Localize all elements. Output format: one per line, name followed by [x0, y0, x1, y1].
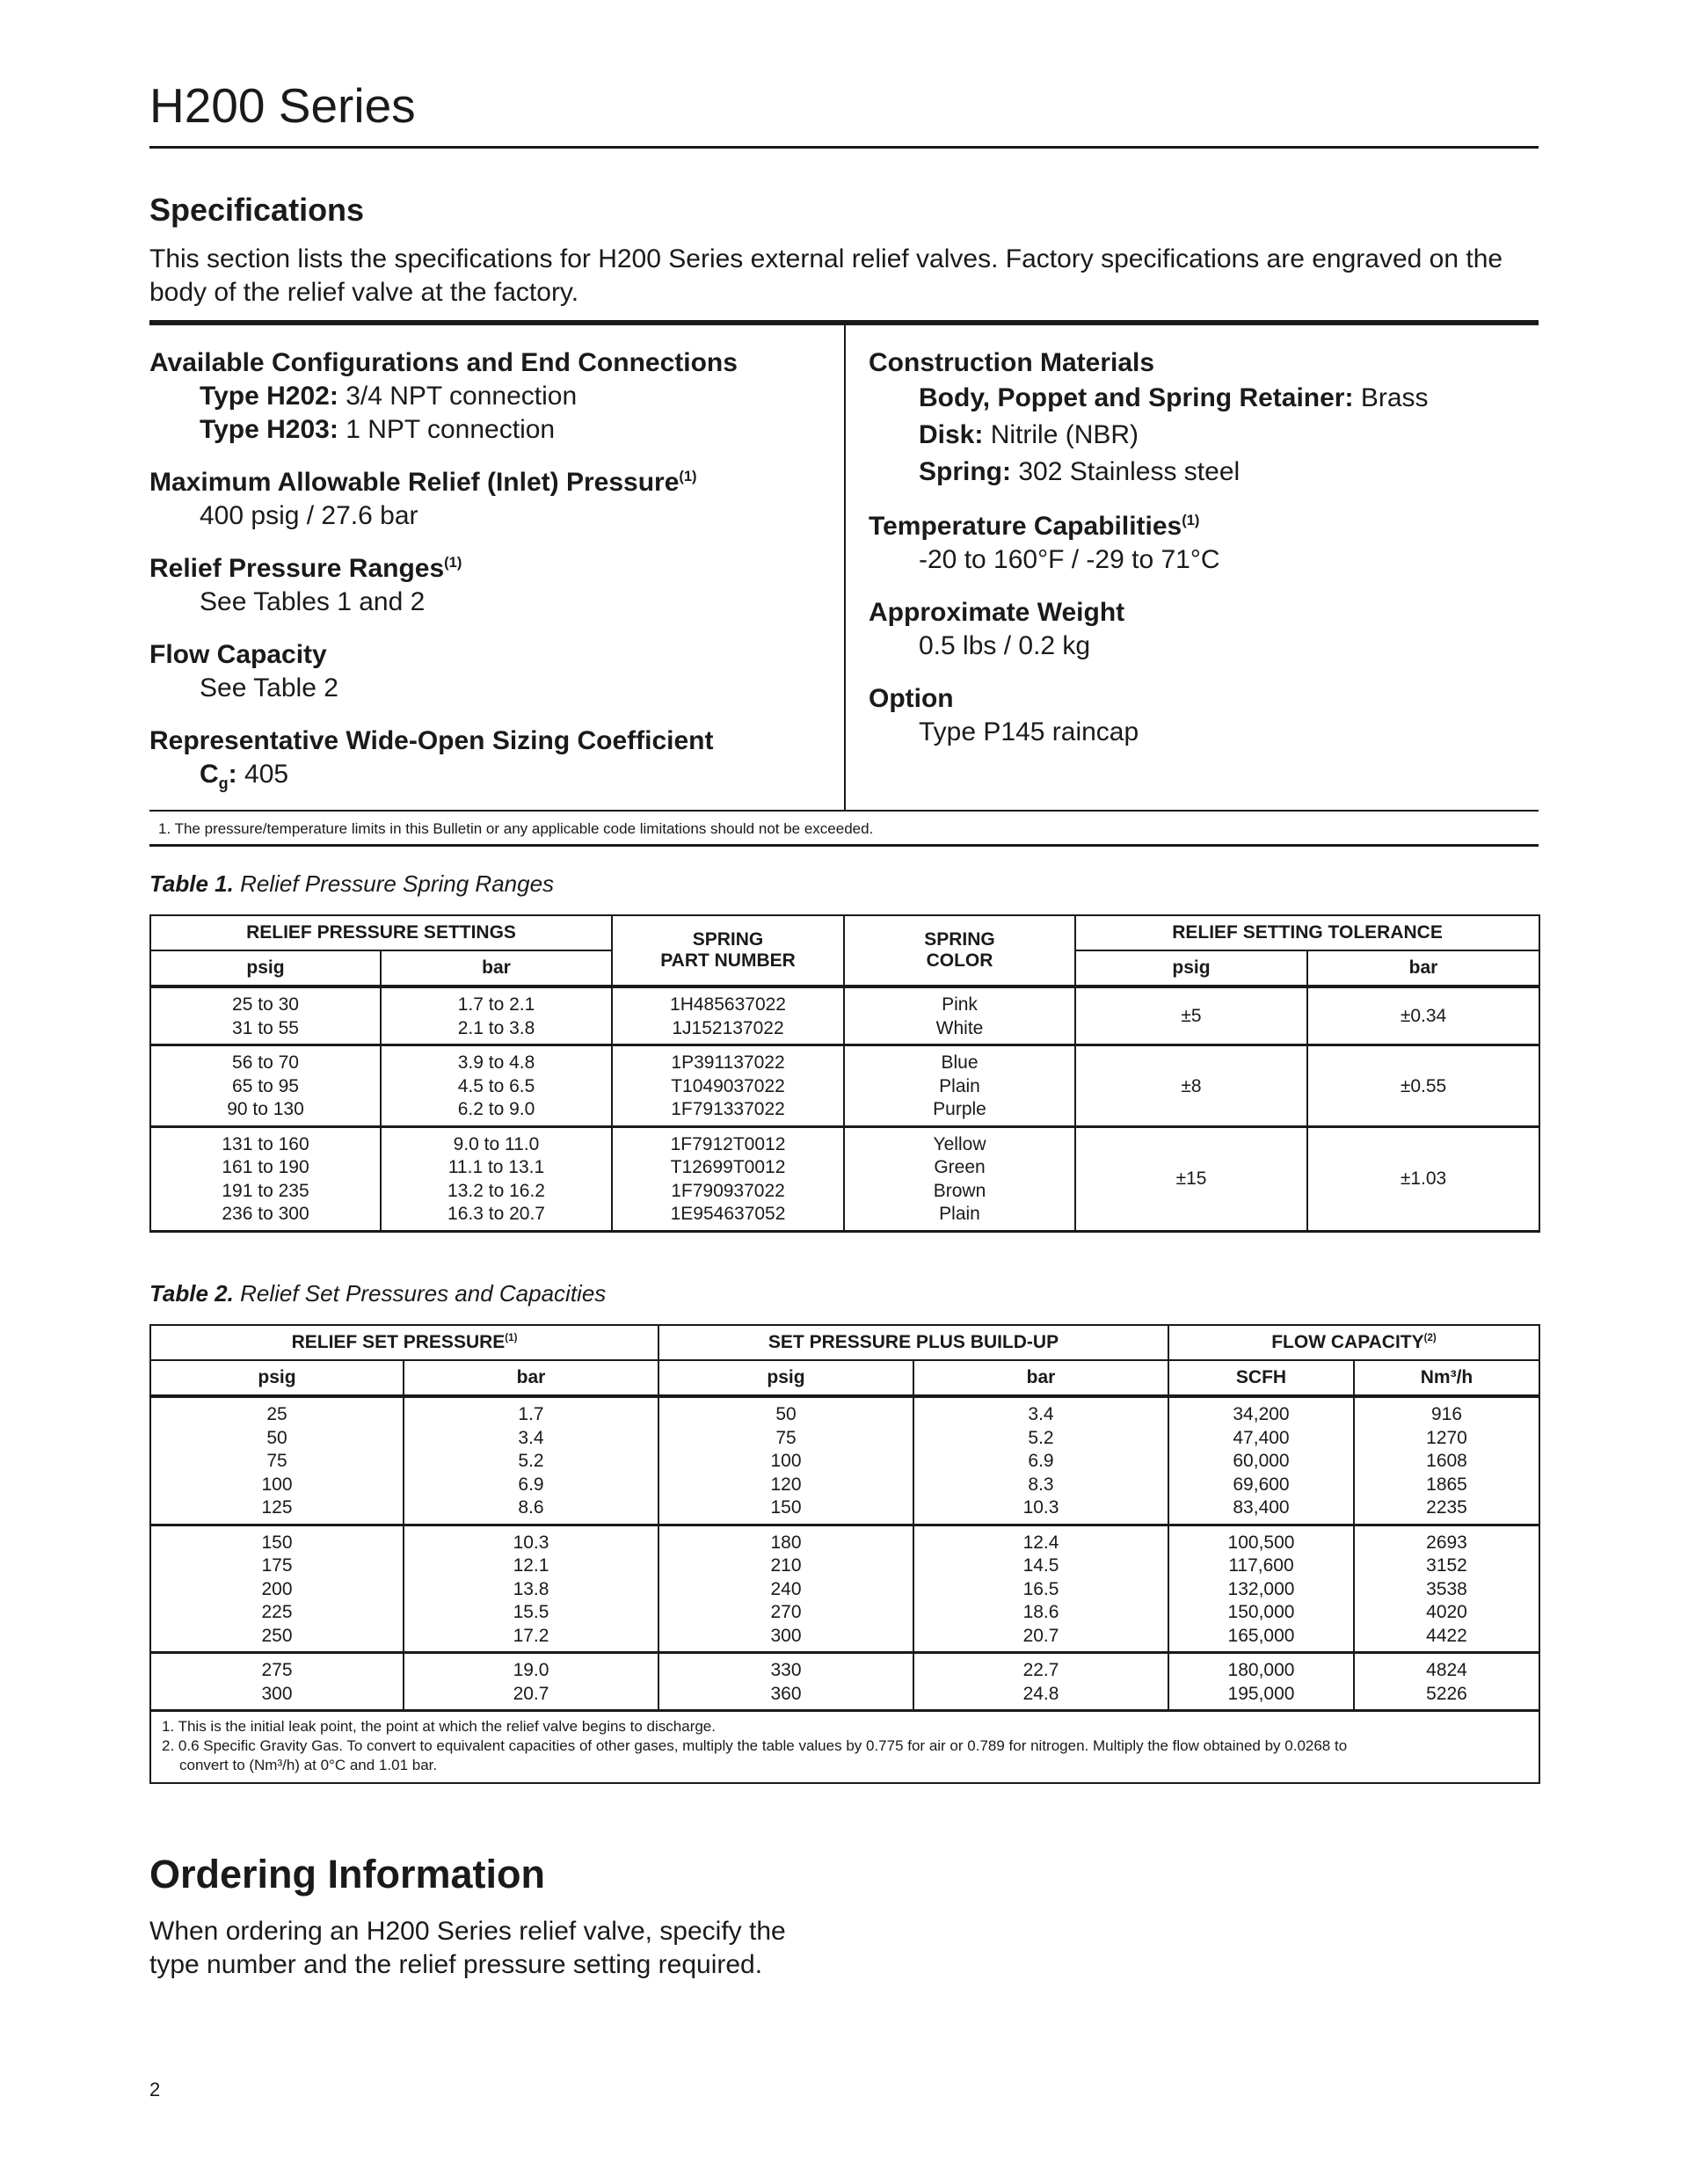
bu-psig-cell-value: 330	[770, 1660, 802, 1680]
h202-spec	[149, 380, 835, 413]
coefficient-symbol: C	[200, 760, 219, 789]
psig-range-cell-value: 131 to 160	[222, 1133, 309, 1154]
spring-spec	[869, 454, 1537, 491]
config-heading: Available Configurations and End Connections	[149, 348, 738, 377]
set-bar-cell-value: 19.0	[513, 1660, 549, 1680]
nm3-cell-value: 4422	[1426, 1625, 1467, 1646]
set-bar-cell-value: 6.9	[518, 1474, 544, 1495]
tolerance-bar-cell: ±1.03	[1307, 1126, 1539, 1231]
disk-value: Nitrile (NBR)	[990, 420, 1139, 449]
temp-value: -20 to 160°F / -29 to 71°C	[919, 545, 1220, 574]
table2-header-flow	[1168, 1325, 1539, 1360]
h202-label: Type H202:	[200, 382, 338, 411]
table2-footnote-2: 2. 0.6 Specific Gravity Gas. To convert to equivalent capacities of other gases, multiply the table values by 0.775 for air or 0.789 for nitrogen. Multiply the flow obtained by 0.0268 to	[162, 1737, 1348, 1754]
table-row	[150, 1396, 1539, 1525]
scfh-cell-value: 100,500	[1227, 1532, 1295, 1553]
nm3-cell-value: 1270	[1426, 1427, 1467, 1448]
spring-color-cell	[844, 1045, 1075, 1127]
tolerance-psig-cell: ±8	[1075, 1045, 1307, 1127]
nm3-cell	[1354, 1525, 1539, 1653]
temp-heading	[869, 510, 1537, 543]
table1-header-tolerance: RELIEF SETTING TOLERANCE	[1075, 915, 1539, 950]
bu-bar-cell-value: 20.7	[1022, 1625, 1059, 1646]
nm3-cell-value: 1865	[1426, 1474, 1467, 1495]
set-psig-cell-value: 75	[266, 1451, 287, 1471]
bu-bar-cell-value: 3.4	[1028, 1404, 1054, 1424]
ordering-text-line2: type number and the relief pressure setting required.	[149, 1950, 763, 1979]
psig-range-cell-value: 65 to 95	[232, 1075, 299, 1096]
psig-range-cell	[150, 1045, 381, 1127]
max-pressure-heading	[149, 466, 835, 499]
scfh-cell	[1168, 1653, 1354, 1711]
flow-heading: Flow Capacity	[149, 640, 327, 669]
set-psig-cell	[150, 1653, 404, 1711]
nm3-cell-value: 1608	[1426, 1451, 1467, 1471]
bu-psig-cell-value: 180	[770, 1532, 802, 1553]
spec-right-column	[869, 346, 1537, 749]
part-number-cell-value: 1F7912T0012	[670, 1133, 786, 1154]
bu-bar-cell	[913, 1396, 1168, 1525]
table2-header-psig: psig	[150, 1360, 404, 1396]
table1-header-tol-psig: psig	[1075, 950, 1307, 986]
bar-range-cell-value: 3.9 to 4.8	[457, 1052, 535, 1073]
bu-bar-cell-value: 6.9	[1028, 1451, 1054, 1471]
part-number-cell	[612, 986, 844, 1045]
table2-header-set-text: RELIEF SET PRESSURE	[291, 1332, 506, 1352]
part-number-cell-value: 1E954637052	[670, 1204, 786, 1224]
set-psig-cell	[150, 1396, 404, 1525]
set-bar-cell-value: 15.5	[513, 1602, 549, 1622]
table-row	[150, 1525, 1539, 1653]
coefficient-label	[200, 760, 237, 792]
set-bar-cell-value: 5.2	[518, 1451, 544, 1471]
spring-color-cell-value: Yellow	[933, 1133, 986, 1154]
table1	[149, 914, 1540, 1233]
part-number-cell-value: 1F791337022	[671, 1099, 785, 1119]
spring-color-cell-value: Plain	[939, 1075, 980, 1096]
table-row	[150, 1653, 1539, 1711]
spec-left-column	[149, 346, 835, 791]
max-pressure-value: 400 psig / 27.6 bar	[200, 501, 418, 530]
bu-psig-cell	[658, 1525, 913, 1653]
scfh-cell-value: 150,000	[1227, 1602, 1295, 1622]
nm3-cell-value: 2693	[1426, 1532, 1467, 1553]
max-pressure-footnote-ref: (1)	[679, 469, 697, 484]
scfh-cell-value: 195,000	[1227, 1683, 1295, 1704]
scfh-cell-value: 69,600	[1233, 1474, 1290, 1495]
bu-bar-cell-value: 16.5	[1022, 1578, 1059, 1599]
bu-psig-cell-value: 300	[770, 1625, 802, 1646]
coefficient-heading: Representative Wide-Open Sizing Coefficient	[149, 726, 714, 755]
set-bar-cell-value: 3.4	[518, 1427, 544, 1448]
table1-header-color	[844, 915, 1075, 986]
bu-psig-cell-value: 210	[770, 1555, 802, 1576]
body-label: Body, Poppet and Spring Retainer:	[919, 383, 1354, 412]
bu-bar-cell	[913, 1525, 1168, 1653]
ranges-footnote-ref: (1)	[444, 555, 462, 571]
table1-header-part-line2: PART NUMBER	[660, 950, 796, 971]
bu-psig-cell-value: 120	[770, 1474, 802, 1495]
bar-range-cell-value: 1.7 to 2.1	[457, 994, 535, 1015]
spec-footnote-rule	[149, 844, 1539, 847]
ordering-text-line1: When ordering an H200 Series relief valve, specify the	[149, 1917, 786, 1946]
table2-header-nm3: Nm³/h	[1354, 1360, 1539, 1396]
set-bar-cell	[404, 1525, 658, 1653]
nm3-cell	[1354, 1653, 1539, 1711]
set-psig-cell-value: 225	[261, 1602, 293, 1622]
set-bar-cell	[404, 1653, 658, 1711]
spec-column-divider	[844, 325, 846, 811]
bu-bar-cell-value: 14.5	[1022, 1555, 1059, 1576]
table1-header-color-line2: COLOR	[926, 950, 993, 971]
h202-value: 3/4 NPT connection	[346, 382, 578, 411]
spring-color-cell-value: Brown	[933, 1180, 986, 1201]
table2-header-flow-text: FLOW CAPACITY	[1271, 1332, 1424, 1352]
table2-footnotes	[150, 1711, 1539, 1784]
bu-psig-cell-value: 75	[775, 1427, 797, 1448]
bu-bar-cell	[913, 1653, 1168, 1711]
ranges-heading	[149, 552, 835, 586]
bar-range-cell-value: 6.2 to 9.0	[457, 1099, 535, 1119]
psig-range-cell-value: 236 to 300	[222, 1204, 309, 1224]
bu-bar-cell-value: 12.4	[1022, 1532, 1059, 1553]
bu-psig-cell-value: 270	[770, 1602, 802, 1622]
psig-range-cell-value: 56 to 70	[232, 1052, 299, 1073]
set-bar-cell-value: 20.7	[513, 1683, 549, 1704]
bu-bar-cell-value: 5.2	[1028, 1427, 1054, 1448]
coefficient-colon: :	[228, 760, 237, 789]
spring-label: Spring:	[919, 457, 1011, 486]
bu-bar-cell-value: 18.6	[1022, 1602, 1059, 1622]
set-psig-cell	[150, 1525, 404, 1653]
temp-footnote-ref: (1)	[1182, 513, 1200, 528]
part-number-cell-value: T12699T0012	[670, 1157, 786, 1177]
bu-bar-cell-value: 24.8	[1022, 1683, 1059, 1704]
set-psig-cell-value: 25	[266, 1404, 287, 1424]
table1-header-bar: bar	[381, 950, 612, 986]
set-psig-cell-value: 175	[261, 1555, 293, 1576]
nm3-cell-value: 2235	[1426, 1497, 1467, 1518]
coefficient-value: 405	[244, 760, 289, 789]
coefficient-subscript: g	[218, 775, 229, 792]
bu-psig-cell	[658, 1396, 913, 1525]
bu-bar-cell-value: 10.3	[1022, 1497, 1059, 1518]
table1-header-tol-bar: bar	[1307, 950, 1539, 986]
psig-range-cell-value: 161 to 190	[222, 1157, 309, 1177]
ranges-heading-text: Relief Pressure Ranges	[149, 554, 445, 583]
nm3-cell-value: 916	[1430, 1404, 1463, 1424]
spring-color-cell	[844, 986, 1075, 1045]
table2-header-scfh: SCFH	[1168, 1360, 1354, 1396]
spring-color-cell-value: Plain	[939, 1204, 980, 1224]
table1-caption	[149, 870, 554, 898]
bar-range-cell	[381, 986, 612, 1045]
table2-caption-label: Table 2.	[149, 1280, 234, 1307]
set-bar-cell	[404, 1396, 658, 1525]
table2-caption	[149, 1280, 606, 1307]
bar-range-cell-value: 11.1 to 13.1	[447, 1157, 545, 1177]
part-number-cell-value: 1H485637022	[670, 994, 786, 1015]
nm3-cell-value: 3152	[1426, 1555, 1467, 1576]
tolerance-bar-cell: ±0.34	[1307, 986, 1539, 1045]
spec-box-bottom-rule	[149, 810, 1539, 812]
bar-range-cell-value: 13.2 to 16.2	[447, 1180, 545, 1201]
table2-caption-title: Relief Set Pressures and Capacities	[240, 1280, 607, 1307]
part-number-cell	[612, 1126, 844, 1231]
page-title: H200 Series	[149, 78, 416, 133]
table2-header-set	[150, 1325, 658, 1360]
tolerance-psig-cell: ±15	[1075, 1126, 1307, 1231]
header-rule	[149, 146, 1539, 149]
table-row	[150, 1045, 1539, 1127]
scfh-cell	[1168, 1396, 1354, 1525]
bu-psig-cell	[658, 1653, 913, 1711]
h203-label: Type H203:	[200, 415, 338, 444]
set-bar-cell-value: 17.2	[513, 1625, 549, 1646]
bu-psig-cell-value: 150	[770, 1497, 802, 1518]
set-psig-cell-value: 275	[261, 1660, 293, 1680]
bu-psig-cell-value: 240	[770, 1578, 802, 1599]
option-heading: Option	[869, 684, 954, 713]
h203-spec	[149, 413, 835, 447]
spring-color-cell-value: White	[935, 1017, 984, 1038]
nm3-cell-value: 4824	[1426, 1660, 1467, 1680]
table2-footnote-2-cont: convert to (Nm³/h) at 0°C and 1.01 bar.	[179, 1757, 438, 1773]
psig-range-cell	[150, 986, 381, 1045]
materials-heading: Construction Materials	[869, 348, 1155, 377]
table2	[149, 1324, 1540, 1784]
set-bar-cell-value: 12.1	[513, 1555, 549, 1576]
table1-header-part	[612, 915, 844, 986]
set-psig-cell-value: 150	[261, 1532, 293, 1553]
nm3-cell	[1354, 1396, 1539, 1525]
page-number: 2	[149, 2078, 161, 2100]
table1-header-part-line1: SPRING	[692, 929, 764, 950]
set-psig-cell-value: 200	[261, 1578, 293, 1599]
disk-label: Disk:	[919, 420, 984, 449]
psig-range-cell-value: 25 to 30	[232, 994, 299, 1015]
part-number-cell-value: T1049037022	[671, 1075, 785, 1096]
table1-header-settings: RELIEF PRESSURE SETTINGS	[150, 915, 612, 950]
set-psig-cell-value: 100	[261, 1474, 293, 1495]
bu-bar-cell-value: 8.3	[1028, 1474, 1054, 1495]
table-row	[150, 1126, 1539, 1231]
set-bar-cell-value: 8.6	[518, 1497, 544, 1518]
table1-header-color-line1: SPRING	[924, 929, 995, 950]
ranges-value: See Tables 1 and 2	[200, 587, 426, 616]
set-psig-cell-value: 50	[266, 1427, 287, 1448]
tolerance-psig-cell: ±5	[1075, 986, 1307, 1045]
max-pressure-heading-text: Maximum Allowable Relief (Inlet) Pressure	[149, 468, 680, 497]
table2-header-bar: bar	[404, 1360, 658, 1396]
set-bar-cell-value: 13.8	[513, 1578, 549, 1599]
nm3-cell-value: 3538	[1426, 1578, 1467, 1599]
scfh-cell-value: 34,200	[1233, 1404, 1290, 1424]
set-psig-cell-value: 125	[261, 1497, 293, 1518]
spring-color-cell-value: Green	[934, 1157, 986, 1177]
table1-caption-label: Table 1.	[149, 870, 234, 897]
temp-heading-text: Temperature Capabilities	[869, 512, 1182, 541]
part-number-cell	[612, 1045, 844, 1127]
disk-spec	[869, 417, 1537, 454]
part-number-cell-value: 1F790937022	[671, 1180, 785, 1201]
flow-value: See Table 2	[200, 673, 338, 703]
spring-value: 302 Stainless steel	[1018, 457, 1241, 486]
option-value: Type P145 raincap	[919, 717, 1139, 746]
tolerance-bar-cell: ±0.55	[1307, 1045, 1539, 1127]
part-number-cell-value: 1P391137022	[671, 1052, 785, 1073]
set-bar-cell-value: 1.7	[518, 1404, 544, 1424]
scfh-cell-value: 132,000	[1227, 1578, 1295, 1599]
scfh-cell	[1168, 1525, 1354, 1653]
bar-range-cell-value: 4.5 to 6.5	[457, 1075, 535, 1096]
body-spec	[869, 380, 1537, 417]
spring-color-cell-value: Blue	[941, 1052, 979, 1073]
specifications-heading: Specifications	[149, 192, 365, 228]
spring-color-cell-value: Purple	[933, 1099, 986, 1119]
table1-caption-title: Relief Pressure Spring Ranges	[240, 870, 555, 897]
scfh-cell-value: 180,000	[1227, 1660, 1295, 1680]
weight-heading: Approximate Weight	[869, 598, 1125, 627]
bu-psig-cell-value: 360	[770, 1683, 802, 1704]
table2-header-flow-ref: (2)	[1423, 1333, 1437, 1343]
coefficient-spec	[149, 758, 835, 791]
bu-bar-cell-value: 22.7	[1022, 1660, 1059, 1680]
scfh-cell-value: 165,000	[1227, 1625, 1295, 1646]
nm3-cell-value: 4020	[1426, 1602, 1467, 1622]
set-psig-cell-value: 250	[261, 1625, 293, 1646]
specifications-intro: This section lists the specifications for H200 Series external relief valves. Factory specifications are engraved on the body of the relief valve at the factory.	[149, 244, 1503, 307]
ordering-text	[149, 1915, 941, 1982]
bar-range-cell-value: 16.3 to 20.7	[447, 1204, 545, 1224]
spec-footnote: 1. The pressure/temperature limits in this Bulletin or any applicable code limitations should not be exceeded.	[158, 820, 874, 837]
bar-range-cell	[381, 1045, 612, 1127]
table2-header-bu-bar: bar	[913, 1360, 1168, 1396]
table2-header-buildup: SET PRESSURE PLUS BUILD-UP	[658, 1325, 1168, 1360]
scfh-cell-value: 47,400	[1233, 1427, 1290, 1448]
scfh-cell-value: 117,600	[1228, 1555, 1294, 1576]
bar-range-cell	[381, 1126, 612, 1231]
weight-value: 0.5 lbs / 0.2 kg	[919, 631, 1091, 660]
psig-range-cell	[150, 1126, 381, 1231]
psig-range-cell-value: 31 to 55	[232, 1017, 299, 1038]
scfh-cell-value: 83,400	[1233, 1497, 1290, 1518]
bu-psig-cell-value: 50	[775, 1404, 797, 1424]
table2-header-set-ref: (1)	[505, 1333, 518, 1343]
bar-range-cell-value: 9.0 to 11.0	[453, 1133, 540, 1154]
spring-color-cell	[844, 1126, 1075, 1231]
h203-value: 1 NPT connection	[346, 415, 556, 444]
spring-color-cell-value: Pink	[942, 994, 978, 1015]
ordering-heading: Ordering Information	[149, 1852, 545, 1896]
table-row	[150, 986, 1539, 1045]
body-value: Brass	[1360, 383, 1429, 412]
psig-range-cell-value: 191 to 235	[222, 1180, 309, 1201]
nm3-cell-value: 5226	[1426, 1683, 1467, 1704]
bu-psig-cell-value: 100	[770, 1451, 802, 1471]
bar-range-cell-value: 2.1 to 3.8	[457, 1017, 535, 1038]
set-bar-cell-value: 10.3	[513, 1532, 549, 1553]
part-number-cell-value: 1J152137022	[672, 1017, 784, 1038]
table1-header-psig: psig	[150, 950, 381, 986]
set-psig-cell-value: 300	[261, 1683, 293, 1704]
table2-footnote-1: 1. This is the initial leak point, the point at which the relief valve begins to discharge.	[162, 1718, 716, 1735]
psig-range-cell-value: 90 to 130	[227, 1099, 304, 1119]
scfh-cell-value: 60,000	[1233, 1451, 1290, 1471]
table2-header-bu-psig: psig	[658, 1360, 913, 1396]
